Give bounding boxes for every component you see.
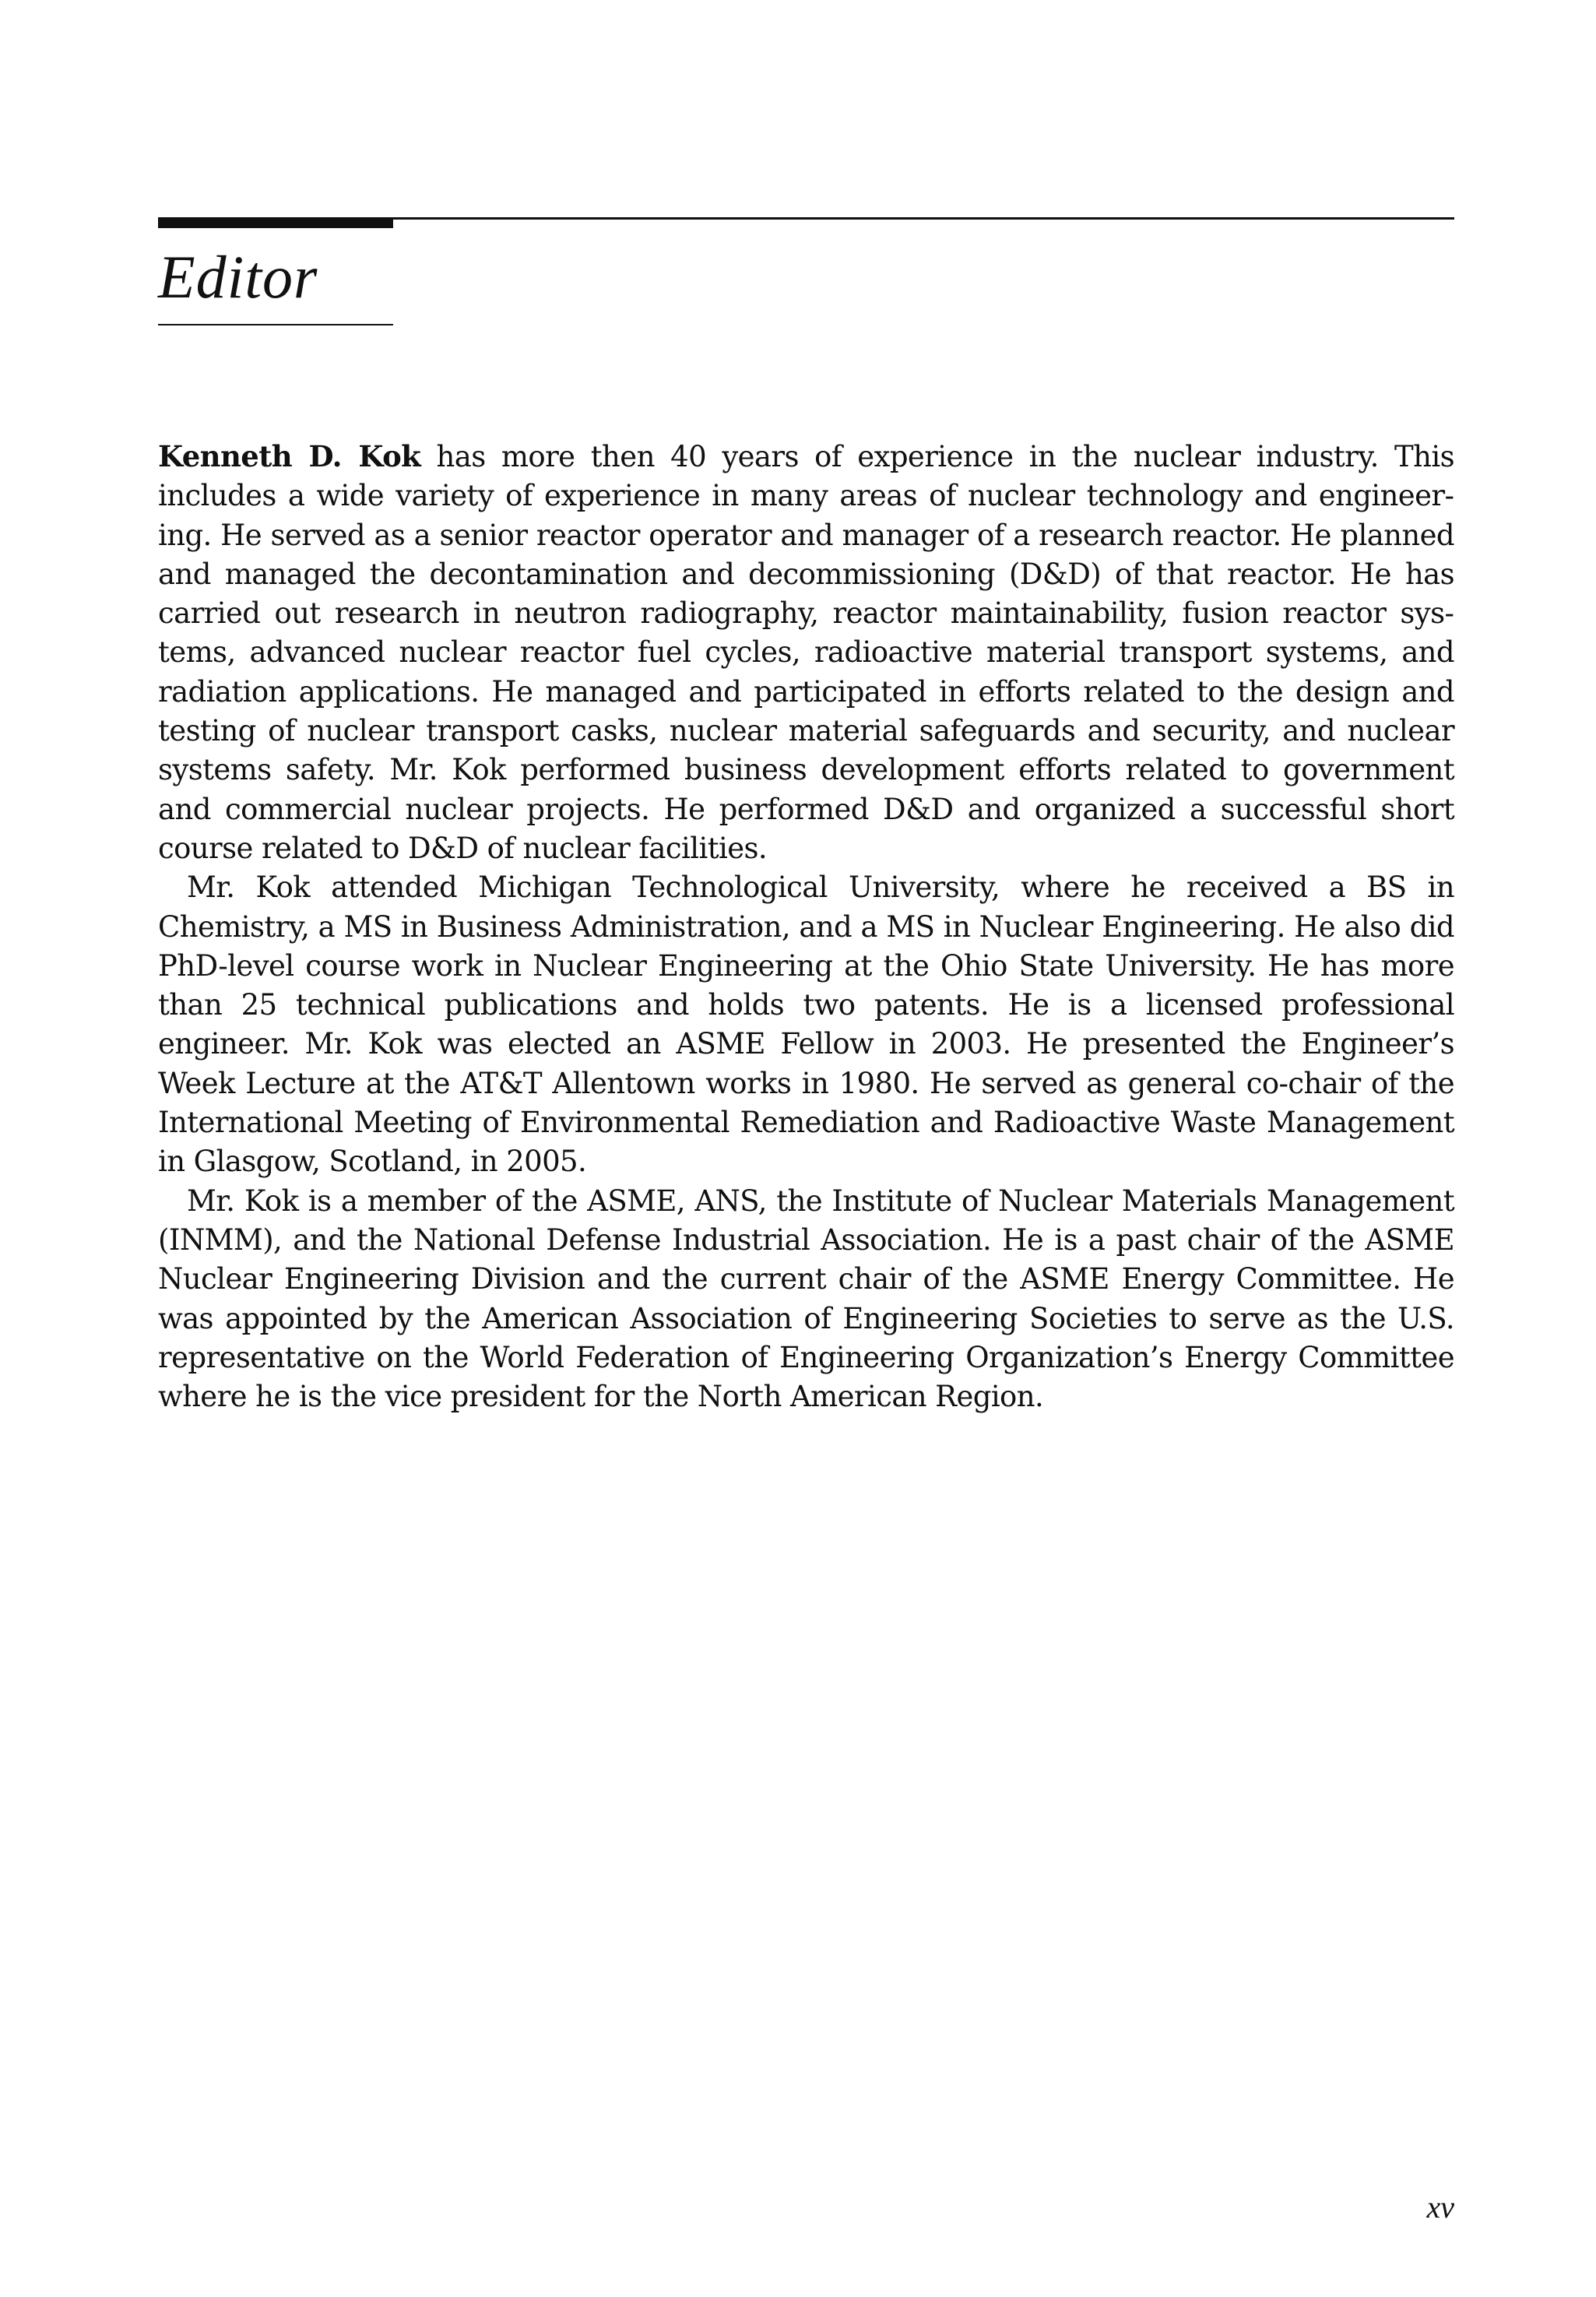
paragraph-2: Mr. Kok attended Michigan Technological University, where he received a BS in Chemistry, a MS in Business Administration, and a MS in Nuclear Engineering. He also did PhD-level course work in Nuclear Engineering at the Ohio State University. He has more than 25 technical publications and holds two patents. He is a licensed professional engineer. Mr. Kok was elected an ASME Fellow in 2003. He presented the Engineer’s Week Lecture at the AT&T Allentown works in 1980. He served as general co-chair of the International Meeting of Environmental Remediation and Radioactive Waste Management in Glasgow, Scotland, in 2005. <box>158 871 1454 1179</box>
paragraph-3: Mr. Kok is a member of the ASME, ANS, the Institute of Nuclear Materials Management (INMM), and the National Defense Industrial Association. He is a past chair of the ASME Nuclear Engineering Division and the current chair of the ASME Energy Committee. He was appointed by the American Association of Engineering Societies to serve as the U.S. representative on the World Federation of Engineering Organization’s Energy Committee where he is the vice president for the North American Region. <box>158 1184 1454 1414</box>
editor-biography <box>158 437 1454 1416</box>
page-number: xv <box>1426 2190 1454 2225</box>
author-name: Kenneth D. Kok <box>158 439 421 473</box>
chapter-title: Editor <box>158 243 318 311</box>
chapter-top-rule-accent <box>158 217 393 228</box>
paragraph-1 <box>158 437 1454 868</box>
paragraph-1-text: has more then 40 years of experience in the nuclear industry. This includes a wide variety of experience in many areas of nuclear technology and engineering. He served as a senior reactor operator and manager of a research reactor. He planned and managed the decontamination and decommissioning (D&D) of that reactor. He has carried out research in neutron radiography, reactor maintainability, fusion reactor systems, advanced nuclear reactor fuel cycles, radioactive material transport systems, and radiation applications. He managed and participated in efforts related to the design and testing of nuclear transport casks, nuclear material safeguards and security, and nuclear systems safety. Mr. Kok performed business development efforts related to government and commercial nuclear projects. He performed D&D and organized a successful short course related to D&D of nuclear facilities. <box>158 440 1454 865</box>
chapter-title-underline <box>158 324 393 325</box>
